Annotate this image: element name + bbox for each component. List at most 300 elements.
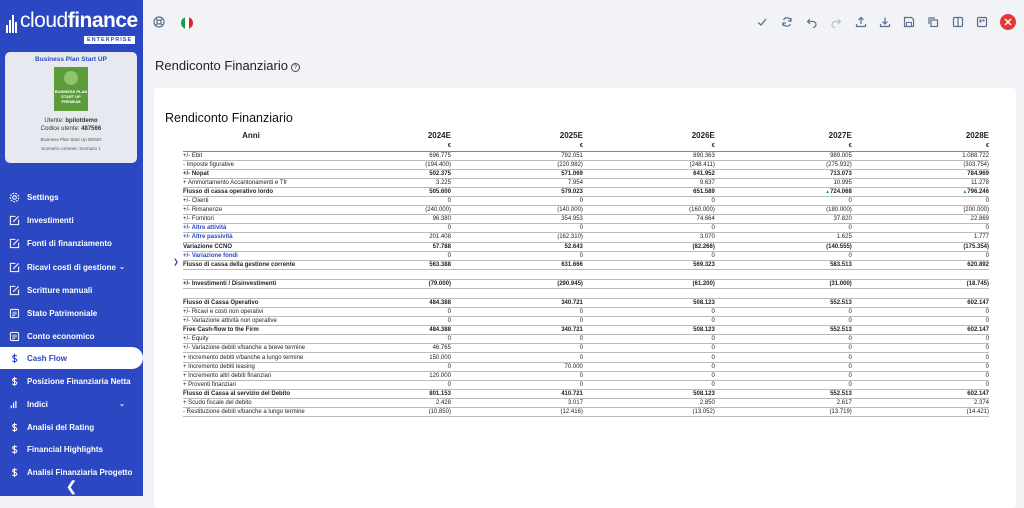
- product-line: BUSINESS PLAN: [54, 89, 88, 94]
- cell-value: 57.788: [319, 242, 451, 251]
- cell-value: [319, 288, 451, 298]
- cell-value: 552.513: [715, 298, 852, 307]
- cell-value: 340.721: [451, 326, 583, 335]
- cell-value: 502.375: [319, 169, 451, 178]
- table-row[interactable]: [183, 251, 989, 260]
- currency-symbol: €: [583, 142, 715, 151]
- top-toolbar: [143, 0, 1024, 44]
- cell-value: 0: [852, 197, 989, 206]
- code-label: Codice utente:: [40, 126, 82, 132]
- cell-value: (61.200): [583, 279, 715, 288]
- cell-value: 37.820: [715, 215, 852, 224]
- row-label: Flusso di Cassa al servizio del Debito: [183, 389, 319, 398]
- row-label: Variazione CCNO: [183, 242, 319, 251]
- edition-badge: ENTERPRISE: [84, 36, 135, 44]
- sidebar-item-indici[interactable]: [0, 393, 143, 415]
- row-label: +/- Fornitori: [183, 215, 319, 224]
- cell-value: 0: [852, 371, 989, 380]
- cell-value: 0: [451, 344, 583, 353]
- close-icon: [1004, 18, 1012, 26]
- sidebar-item-label: Settings: [27, 192, 59, 202]
- chevron-down-icon[interactable]: ⌄: [119, 401, 125, 408]
- cell-value: 989.005: [715, 151, 852, 160]
- dashboard-button[interactable]: [975, 15, 989, 29]
- cell-value: 46.765: [319, 344, 451, 353]
- copy-button[interactable]: [926, 15, 940, 29]
- chevron-left-icon: ❮: [65, 478, 78, 494]
- trend-up-icon: ▲: [825, 189, 831, 196]
- row-label: + Scudo fiscale del debito: [183, 398, 319, 407]
- dollar-icon: [8, 375, 20, 387]
- cell-value: (180.000): [715, 206, 852, 215]
- cell-value: 3.070: [583, 233, 715, 242]
- sidebar-item-financial-highlights[interactable]: [0, 438, 143, 460]
- split-view-button[interactable]: [951, 15, 965, 29]
- cell-value: 0: [715, 224, 852, 233]
- cell-value: [583, 288, 715, 298]
- cell-value: 0: [715, 335, 852, 344]
- table-row: [183, 279, 989, 288]
- table-row: [183, 362, 989, 371]
- cell-value: 9.637: [583, 178, 715, 187]
- cell-value: 0: [852, 353, 989, 362]
- check-icon: [756, 16, 768, 28]
- row-label: +/- Ebit: [183, 151, 319, 160]
- cell-value: 696.775: [319, 151, 451, 160]
- row-label: + Incremento altri debiti finanziari: [183, 371, 319, 380]
- chevron-down-icon[interactable]: ⌄: [119, 264, 125, 271]
- cell-value: 651.589: [583, 187, 715, 196]
- cell-value: 3.225: [319, 178, 451, 187]
- sidebar-item-label: Posizione Finanziaria Netta: [27, 376, 131, 386]
- cell-value: [319, 269, 451, 279]
- column-header-year: 2025E: [559, 131, 583, 140]
- cell-value: 0: [852, 224, 989, 233]
- cell-value: (303.754): [852, 160, 989, 169]
- sidebar-item-label: Ricavi costi di gestione: [27, 262, 116, 272]
- cell-value: 571.069: [451, 169, 583, 178]
- cell-value: 0: [319, 362, 451, 371]
- cloudfinance-logo[interactable]: [6, 9, 138, 43]
- upload-icon: [855, 16, 867, 28]
- row-label: +/- Variazione attività non operative: [183, 317, 319, 326]
- table-row: [183, 215, 989, 224]
- cell-value: (13.719): [715, 408, 852, 417]
- document-icon: [8, 307, 20, 319]
- row-label: +/- Rimanenze: [183, 206, 319, 215]
- cell-value: 0: [451, 380, 583, 389]
- table-row: [183, 298, 989, 307]
- cell-value: 563.388: [319, 260, 451, 269]
- sidebar-item-label: Cash Flow: [27, 353, 68, 363]
- row-label[interactable]: +/- Altre attività: [183, 224, 319, 233]
- edit-icon: [8, 214, 20, 226]
- cell-value: 484.388: [319, 298, 451, 307]
- columns-icon: [952, 16, 964, 28]
- cell-value: 340.721: [451, 298, 583, 307]
- cell-value: 484.388: [319, 326, 451, 335]
- row-label: Free Cash-flow to the Firm: [183, 326, 319, 335]
- row-label: + Incremento debiti v/banche a lungo termine: [183, 353, 319, 362]
- cell-value: [715, 288, 852, 298]
- dollar-icon: [8, 443, 20, 455]
- plan-name: Business Plan Start Up DEMO: [40, 137, 102, 142]
- product-line: START UP: [61, 94, 81, 99]
- help-question-icon[interactable]: ?: [291, 63, 300, 72]
- cell-value: (10.850): [319, 408, 451, 417]
- cell-value: (13.052): [583, 408, 715, 417]
- cell-value: 410.721: [451, 389, 583, 398]
- row-label: - Restituzione debiti v/banche a lungo termine: [183, 408, 319, 417]
- cell-value: 0: [451, 197, 583, 206]
- username: bpilotdemo: [65, 118, 98, 124]
- edit-icon: [8, 261, 20, 273]
- language-flag-italy-button[interactable]: [181, 17, 193, 29]
- cell-value: 0: [852, 380, 989, 389]
- cell-value: [451, 269, 583, 279]
- product-box-image: [54, 67, 88, 111]
- table-row: [183, 242, 989, 251]
- cell-value: (194.400): [319, 160, 451, 169]
- cell-value: 792.051: [451, 151, 583, 160]
- cell-value: 2.850: [583, 398, 715, 407]
- column-header-year: 2027E: [828, 131, 852, 140]
- row-label: - Imposte figurative: [183, 160, 319, 169]
- row-label: Flusso di cassa operativo lordo: [183, 187, 319, 196]
- cell-value: (200.000): [852, 206, 989, 215]
- row-label: [183, 269, 319, 279]
- table-row: [183, 178, 989, 187]
- help-support-button[interactable]: [152, 15, 166, 29]
- cell-value: [583, 269, 715, 279]
- page-title: Rendiconto Finanziario: [155, 58, 288, 73]
- product-line: PREMIUM: [61, 99, 81, 104]
- cell-value: (140.555): [715, 242, 852, 251]
- dollar-icon: [8, 421, 20, 433]
- table-row: [183, 169, 989, 178]
- cell-value: 0: [451, 224, 583, 233]
- row-label: Flusso di Cassa Operativo: [183, 298, 319, 307]
- cell-value: 0: [451, 335, 583, 344]
- sidebar-item-label: Fonti di finanziamento: [27, 238, 112, 248]
- gear-icon: [8, 191, 20, 203]
- sidebar-item-label: Indici: [27, 399, 48, 409]
- cell-value: 0: [451, 317, 583, 326]
- table-header-row: [183, 129, 989, 142]
- download-button[interactable]: [878, 15, 892, 29]
- table-row: [183, 308, 989, 317]
- cell-value: (79.000): [319, 279, 451, 288]
- cell-value: 890.363: [583, 151, 715, 160]
- table-row: [183, 408, 989, 417]
- cell-value: [451, 288, 583, 298]
- cell-value: 0: [451, 308, 583, 317]
- cell-value: 3.017: [451, 398, 583, 407]
- cell-value: 11.278: [852, 178, 989, 187]
- row-label[interactable]: +/- Variazione fondi: [183, 251, 319, 260]
- cell-value: [852, 288, 989, 298]
- cell-value: 0: [319, 197, 451, 206]
- row-label: +/- Equity: [183, 335, 319, 344]
- cell-value: 505.600: [319, 187, 451, 196]
- cell-value: (31.000): [715, 279, 852, 288]
- cell-value: 0: [583, 380, 715, 389]
- upload-button[interactable]: [854, 15, 868, 29]
- cell-value: 0: [583, 353, 715, 362]
- current-scenario: Scenario corrente: Scenario 1: [41, 146, 101, 151]
- cell-value: 201.408: [319, 233, 451, 242]
- cell-value: 0: [715, 197, 852, 206]
- currency-symbol: €: [852, 142, 989, 151]
- dollar-icon: [8, 352, 20, 364]
- currency-symbol: €: [451, 142, 583, 151]
- cell-value: (162.310): [451, 233, 583, 242]
- user-label: Utente:: [44, 118, 66, 124]
- cell-value: 508.123: [583, 326, 715, 335]
- table-row: [183, 326, 989, 335]
- cell-value: 120.000: [319, 371, 451, 380]
- cell-value: 0: [451, 353, 583, 362]
- cell-value: (14.421): [852, 408, 989, 417]
- cell-value: 0: [852, 362, 989, 371]
- cell-value: 0: [319, 317, 451, 326]
- cell-value: (275.932): [715, 160, 852, 169]
- table-row: [183, 344, 989, 353]
- cell-value: (175.354): [852, 242, 989, 251]
- edit-icon: [8, 237, 20, 249]
- cell-value: 0: [583, 335, 715, 344]
- row-label: + Ammortamento Accantonamenti e Tfr: [183, 178, 319, 187]
- cell-value: 552.513: [715, 326, 852, 335]
- row-label: +/- Variazione debiti v/banche a breve termine: [183, 344, 319, 353]
- cell-value: 7.954: [451, 178, 583, 187]
- sidebar-item-label: Scritture manuali: [27, 285, 93, 295]
- row-label: +/- Nopat: [183, 169, 319, 178]
- cell-value: 0: [319, 335, 451, 344]
- cell-value: (18.745): [852, 279, 989, 288]
- cell-value: 0: [319, 380, 451, 389]
- user-card: [5, 52, 137, 163]
- sidebar-item-fonti-di-finanziamento[interactable]: [0, 232, 143, 254]
- cell-value: 70.000: [451, 362, 583, 371]
- confirm-button[interactable]: [755, 15, 769, 29]
- table-row: [183, 317, 989, 326]
- redo-button[interactable]: [829, 15, 843, 29]
- cell-value: (240.000): [319, 206, 451, 215]
- sidebar-item-scritture-manuali[interactable]: [0, 279, 143, 301]
- cell-value: 579.023: [451, 187, 583, 196]
- sidebar-item-analisi-del-rating[interactable]: [0, 416, 143, 438]
- cell-value: 620.892: [852, 260, 989, 269]
- report-title: Rendiconto Finanziario: [165, 111, 293, 125]
- cell-value: 0: [451, 251, 583, 260]
- download-icon: [879, 16, 891, 28]
- cell-value: 52.643: [451, 242, 583, 251]
- sidebar-item-cash-flow[interactable]: [0, 347, 143, 369]
- save-icon: [903, 16, 915, 28]
- collapse-sidebar-button[interactable]: [0, 476, 143, 496]
- currency-row: [183, 142, 989, 151]
- refresh-button[interactable]: [780, 15, 794, 29]
- currency-symbol: €: [715, 142, 852, 151]
- undo-button[interactable]: [805, 15, 819, 29]
- cell-value: 0: [715, 344, 852, 353]
- column-header-year: 2024E: [427, 131, 451, 140]
- table-row: [183, 160, 989, 169]
- user-code: 487566: [81, 126, 102, 132]
- bar-chart-icon: [8, 398, 20, 410]
- cell-value: 0: [583, 362, 715, 371]
- cell-value: 1.777: [852, 233, 989, 242]
- cell-value: ▲796.246: [852, 187, 989, 196]
- cell-value: 602.147: [852, 326, 989, 335]
- table-row: [183, 151, 989, 160]
- sidebar-item-ricavi-costi-di-gestione[interactable]: [0, 256, 143, 278]
- cell-value: 0: [715, 353, 852, 362]
- cell-value: 150.000: [319, 353, 451, 362]
- edit-icon: [8, 284, 20, 296]
- cell-value: 0: [715, 251, 852, 260]
- cell-value: 2.374: [852, 398, 989, 407]
- row-label: + Proventi finanziari: [183, 380, 319, 389]
- cell-value: 801.153: [319, 389, 451, 398]
- row-label: + Incremento debiti leasing: [183, 362, 319, 371]
- cell-value: 10.995: [715, 178, 852, 187]
- sidebar-item-stato-patrimoniale[interactable]: [0, 302, 143, 324]
- column-header-year: 2026E: [691, 131, 715, 140]
- table-row: [183, 398, 989, 407]
- sidebar-item-investimenti[interactable]: [0, 209, 143, 231]
- cell-value: 0: [583, 197, 715, 206]
- cell-value: 569.323: [583, 260, 715, 269]
- row-label: [183, 288, 319, 298]
- cell-value: 508.123: [583, 298, 715, 307]
- save-button[interactable]: [902, 15, 916, 29]
- cash-flow-table: [183, 129, 989, 417]
- sidebar-item-label: Analisi Finanziaria Progetto: [27, 467, 133, 477]
- cell-value: 0: [451, 371, 583, 380]
- undo-icon: [806, 16, 818, 28]
- cell-value: 0: [715, 371, 852, 380]
- cell-value: 0: [852, 308, 989, 317]
- cell-value: 0: [319, 251, 451, 260]
- table-row: [183, 260, 989, 269]
- spacer-row: [183, 288, 989, 298]
- currency-row-spacer: [183, 142, 319, 151]
- sidebar-item-label: Stato Patrimoniale: [27, 308, 98, 318]
- close-button[interactable]: [1000, 14, 1016, 30]
- cell-value: 602.147: [852, 298, 989, 307]
- row-label[interactable]: +/- Altre passività: [183, 233, 319, 242]
- table-row: [183, 389, 989, 398]
- cell-value: 96.380: [319, 215, 451, 224]
- currency-symbol: €: [319, 142, 451, 151]
- cell-value: (248.411): [583, 160, 715, 169]
- cell-value: 2.428: [319, 398, 451, 407]
- cell-value: 631.666: [451, 260, 583, 269]
- cell-value: (82.266): [583, 242, 715, 251]
- cell-value: [852, 269, 989, 279]
- cell-value: [715, 269, 852, 279]
- cell-value: 0: [852, 251, 989, 260]
- cell-value: 784.969: [852, 169, 989, 178]
- cell-value: 508.123: [583, 389, 715, 398]
- row-label: +/- Investimenti / Disinvestimenti: [183, 279, 319, 288]
- cell-value: (140.000): [451, 206, 583, 215]
- table-row[interactable]: [183, 233, 989, 242]
- cell-value: 583.513: [715, 260, 852, 269]
- logo-text-light: cloud: [20, 9, 68, 32]
- cell-value: 0: [583, 317, 715, 326]
- table-row: [183, 371, 989, 380]
- cell-value: 641.952: [583, 169, 715, 178]
- cell-value: 713.073: [715, 169, 852, 178]
- cell-value: 0: [715, 362, 852, 371]
- sidebar-item-label: Analisi del Rating: [27, 422, 95, 432]
- cell-value: 0: [319, 308, 451, 317]
- cell-value: (160.000): [583, 206, 715, 215]
- cell-value: 1.088.722: [852, 151, 989, 160]
- cell-value: 0: [583, 308, 715, 317]
- row-label: +/- Ricavi e costi non operativi: [183, 308, 319, 317]
- document-icon: [8, 330, 20, 342]
- table-row: [183, 187, 989, 196]
- cell-value: 1.625: [715, 233, 852, 242]
- sidebar-item-posizione-finanziaria-netta[interactable]: [0, 370, 143, 392]
- cell-value: (220.982): [451, 160, 583, 169]
- trend-up-icon: ▲: [962, 189, 968, 196]
- sidebar-item-label: Investimenti: [27, 215, 74, 225]
- spacer-row: [183, 269, 989, 279]
- cell-value: 74.664: [583, 215, 715, 224]
- cell-value: ▲724.068: [715, 187, 852, 196]
- cell-value: 0: [319, 224, 451, 233]
- logo-text-bold: finance: [67, 9, 138, 32]
- sidebar-item-settings[interactable]: [0, 186, 143, 208]
- row-label: +/- Clienti: [183, 197, 319, 206]
- cell-value: 0: [583, 251, 715, 260]
- lifebuoy-icon: [153, 16, 165, 28]
- table-row: [183, 206, 989, 215]
- table-row: [183, 353, 989, 362]
- sidebar-item-conto-economico[interactable]: [0, 325, 143, 347]
- cell-value: 552.513: [715, 389, 852, 398]
- sidebar-item-label: Financial Highlights: [27, 444, 104, 454]
- row-label: Flusso di cassa della gestione corrente: [183, 260, 319, 269]
- cell-value: 0: [715, 317, 852, 326]
- cell-value: 22.869: [852, 215, 989, 224]
- cell-value: 354.953: [451, 215, 583, 224]
- cell-value: 0: [852, 344, 989, 353]
- column-header-anni: Anni: [242, 131, 260, 140]
- cell-value: 0: [852, 317, 989, 326]
- cell-value: 0: [715, 308, 852, 317]
- table-row[interactable]: [183, 224, 989, 233]
- table-row: [183, 197, 989, 206]
- copy-icon: [927, 16, 939, 28]
- sidebar-item-label: Conto economico: [27, 331, 95, 341]
- expand-row-chevron-icon[interactable]: ❯: [173, 259, 179, 266]
- logo-bars-icon: [6, 13, 18, 33]
- refresh-icon: [781, 16, 793, 28]
- cell-value: 602.147: [852, 389, 989, 398]
- layout-icon: [976, 16, 988, 28]
- cell-value: 0: [852, 335, 989, 344]
- column-header-year: 2028E: [965, 131, 989, 140]
- table-row: [183, 335, 989, 344]
- table-row: [183, 380, 989, 389]
- plan-title: Business Plan Start UP: [35, 56, 107, 63]
